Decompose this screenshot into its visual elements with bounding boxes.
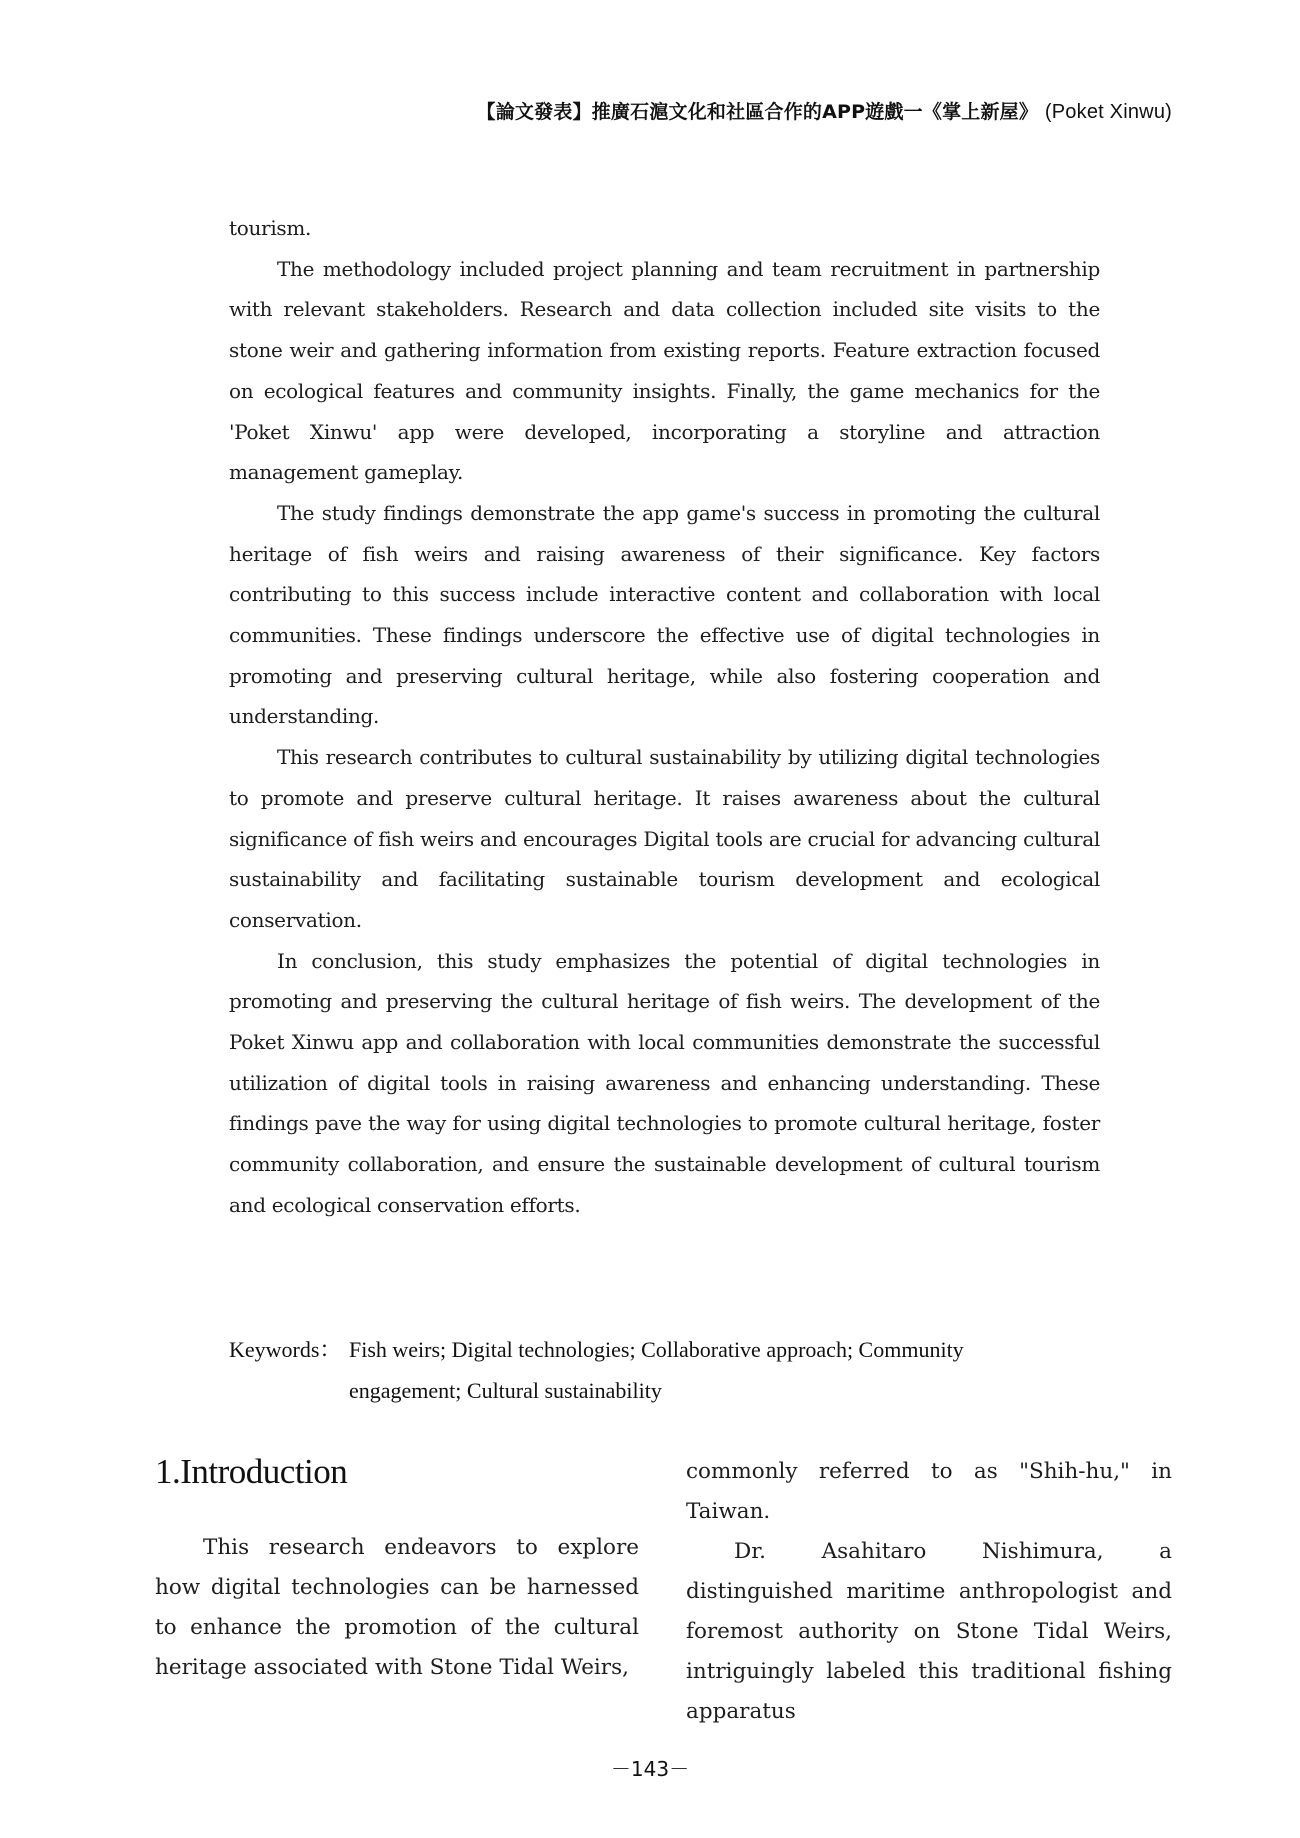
running-head [477,97,1172,124]
keywords-line-2: engagement; Cultural sustainability [349,1378,662,1403]
intro-paragraph: This research endeavors to explore how digital technologies can be harnessed to enhance the promotion of the cultural heritage associated with Stone Tidal Weirs, [155,1535,639,1680]
page-number: －143－ [610,1757,690,1781]
abstract-paragraph: This research contributes to cultural sustainability by utilizing digital technologies to promote and preserve cultural heritage. It raises awareness about the cultural significance of fish weirs and encourages Digital tools are crucial for advancing cultural sustainability and facilitating sustainable tourism development and ecological conservation. [229,745,1100,932]
intro-paragraph: Dr. Asahitaro Nishimura, a distinguished maritime anthropologist and foremost authority on Stone Tidal Weirs, intriguingly labeled this traditional fishing apparatus [686,1539,1172,1724]
keywords-line-1: Fish weirs; Digital technologies; Collaborative approach; Community [349,1337,964,1362]
intro-left-column [155,1452,639,1688]
intro-right-column [686,1452,1172,1732]
section-heading-introduction: 1.Introduction [155,1452,348,1491]
abstract-paragraph: The study findings demonstrate the app game's success in promoting the cultural heritage of fish weirs and raising awareness of their significance. Key factors contributing to this success include interactive content and collaboration with local communities. These findings underscore the effective use of digital technologies in promoting and preserving cultural heritage, while also fostering cooperation and understanding. [229,500,1100,729]
abstract-paragraph: tourism. [229,216,312,240]
intro-paragraph-continued: commonly referred to as "Shih-hu," in Taiwan. [686,1459,1172,1524]
abstract-body [229,208,1100,1226]
abstract-paragraph: In conclusion, this study emphasizes the potential of digital technologies in promoting and preserving the cultural heritage of fish weirs. The development of the Poket Xinwu app and collaboration with local communities demonstrate the successful utilization of digital tools in raising awareness and enhancing understanding. These findings pave the way for using digital technologies to promote cultural heritage, foster community collaboration, and ensure the sustainable development of cultural tourism and ecological conservation efforts. [229,948,1100,1217]
running-head-cjk: 【論文發表】推廣石滬文化和社區合作的APP遊戲一《掌上新屋》 [476,101,1039,123]
keywords-block [229,1329,1109,1411]
running-head-latin: (Poket Xinwu) [1044,101,1172,123]
keywords-label: Keywords： [229,1337,342,1362]
abstract-paragraph: The methodology included project planning and team recruitment in partnership with relevant stakeholders. Research and data collection included site visits to the stone weir and gathering information from existing reports. Feature extraction focused on ecological features and community insights. Finally, the game mechanics for the 'Poket Xinwu' app were developed, incorporating a storyline and attraction management gameplay. [229,256,1100,485]
